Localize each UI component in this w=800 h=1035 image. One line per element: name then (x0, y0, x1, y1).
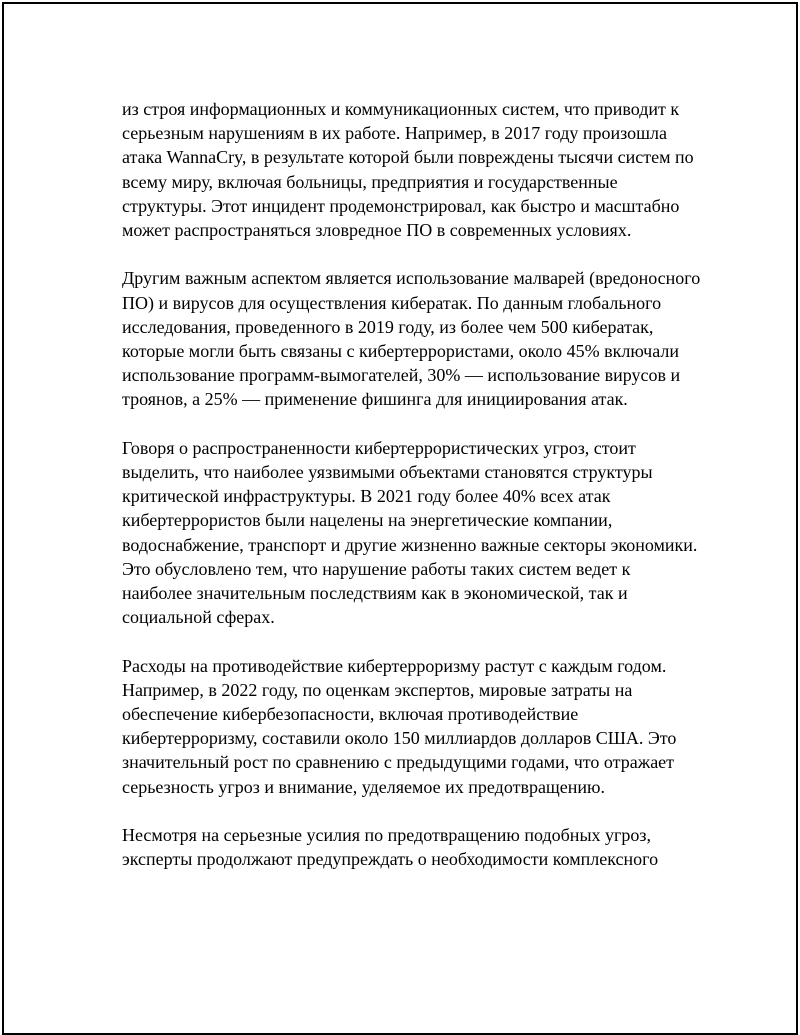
paragraph: Говоря о распространенности кибертеррористических угроз, стоит выделить, что наиболее уязвимыми объектами становятся структуры критической инфраструктуры. В 2021 году более 40% всех атак кибертеррористов были нацелены на энергетические компании, водоснабжение, транспорт и другие жизненно важные секторы экономики. Это обусловлено тем, что нарушение работы таких систем ведет к наиболее значительным последствиям как в экономической, так и социальной сферах. (122, 437, 698, 628)
paragraph: Несмотря на серьезные усилия по предотвращению подобных угроз, эксперты продолжают предупреждать о необходимости комплексного (122, 825, 659, 870)
paragraph: Расходы на противодействие кибертерроризму растут с каждым годом. Например, в 2022 году, по оценкам экспертов, мировые затраты на обеспечение кибербезопасности, включая противодействие кибертерроризму, составили около 150 миллиардов долларов США. Это значительный рост по сравнению с предыдущими годами, что отражает серьезность угроз и внимание, уделяемое их предотвращению. (122, 655, 677, 797)
paragraph: из строя информационных и коммуникационных систем, что приводит к серьезным нарушениям в их работе. Например, в 2017 году произошла атака WannaCry, в результате которой были повреждены тысячи систем по всему миру, включая больницы, предприятия и государственные структуры. Этот инцидент продемонстрировал, как быстро и масштабно может распространяться зловредное ПО в современных условиях. (122, 99, 694, 241)
document-body (122, 97, 702, 871)
page-frame (2, 2, 798, 1035)
paragraph: Другим важным аспектом является использование малварей (вредоносного ПО) и вирусов для осуществления кибератак. По данным глобального исследования, проведенного в 2019 году, из более чем 500 кибератак, которые могли быть связаны с кибертеррористами, около 45% включали использование программ-вымогателей, 30% — использование вирусов и троянов, а 25% — применение фишинга для инициирования атак. (122, 268, 701, 410)
